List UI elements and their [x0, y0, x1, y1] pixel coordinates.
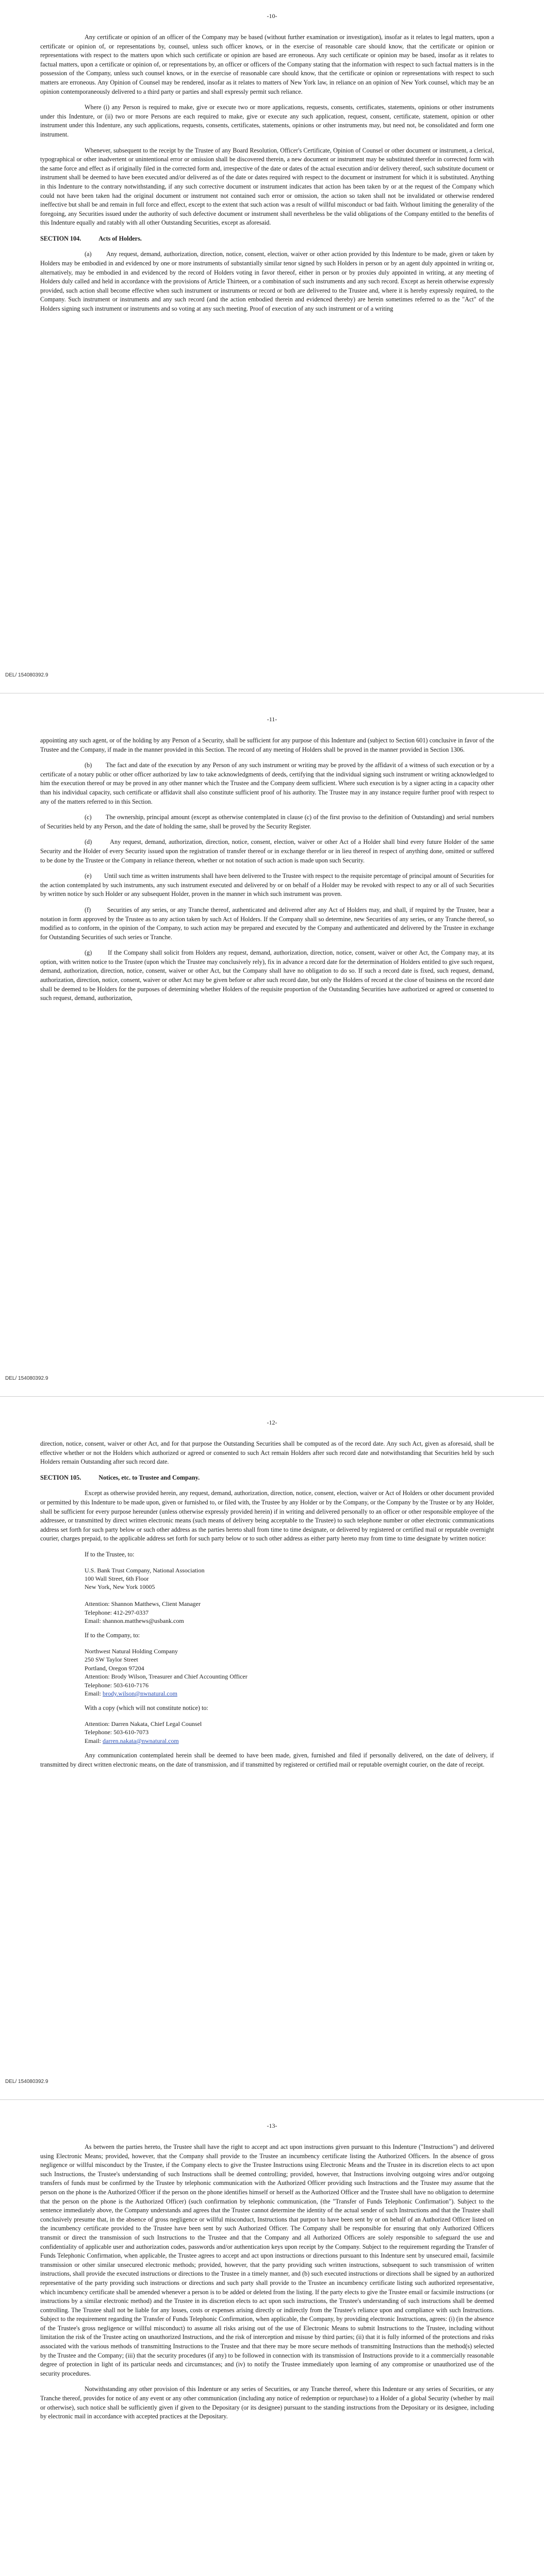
subsection-label: (g): [85, 949, 92, 957]
footer-doc-id: DEL/ 154080392.9: [5, 672, 48, 678]
address-line: 250 SW Taylor Street: [85, 1656, 138, 1664]
address-line: 100 Wall Street, 6th Floor: [85, 1574, 149, 1582]
section-title: Acts of Holders.: [98, 234, 142, 242]
subsection-b: [40, 761, 494, 806]
address-line: Attention: Shannon Matthews, Client Manager: [85, 1600, 201, 1608]
paragraph: direction, notice, consent, waiver or other Act, and for that purpose the Outstanding Securities shall be computed as of the record date. Any such Act, given as aforesaid, shall be effective whether or not the Holders which authorized or agreed or consented to such Act remain Holders after such record date and notwithstanding that Securities held by such Holders remain Outstanding after such record date.: [40, 1440, 494, 1466]
subsection-text: Any request, demand, authorization, direction, notice, consent, election, waiver or other Act of a Holder shall bind every future Holder of the same Security and the Holder of every Security issued upon the registration of transfer thereof or in exchange therefor or in lieu thereof in respect of anything done, omitted or suffered to be done by the Trustee or the Company in reliance thereon, whether or not notation of such action is made upon such Security.: [40, 838, 494, 864]
address-line: [85, 1591, 494, 1600]
address-line: Telephone: 503-610-7073: [85, 1728, 149, 1736]
address-line: Email: shannon.matthews@usbank.com: [85, 1617, 184, 1624]
subsection-text: The ownership, principal amount (except as otherwise contemplated in clause (c) of the first proviso to the definition of Outstanding) and serial numbers of Securities held by any Person, and the date of holding the same, shall be proved by the Security Register.: [40, 814, 494, 830]
page-body: [40, 736, 494, 1010]
page-number: -12-: [267, 1419, 277, 1426]
copy-email-link[interactable]: darren.nakata@nwnatural.com: [103, 1737, 179, 1744]
page-body: [40, 33, 494, 320]
section-number: SECTION 104.: [40, 234, 81, 242]
footer-doc-id: DEL/ 154080392.9: [5, 1376, 48, 1381]
footer-doc-id: DEL/ 154080392.9: [5, 2079, 48, 2084]
subsection-g: [40, 948, 494, 1003]
subsection-a: [40, 250, 494, 313]
address-line: Telephone: 412-297-0337: [85, 1608, 149, 1616]
paragraph: appointing any such agent, or of the holding by any Person of a Security, shall be sufficient for any purpose of this Indenture and (subject to Section 601) conclusive in favor of the Trustee and the Company, if made in the manner provided in this Section. The record of any meeting of Holders shall be proved in the manner provided in Section 1306.: [40, 737, 494, 753]
subsection-label: (c): [85, 814, 92, 821]
paragraph: Whenever, subsequent to the receipt by the Trustee of any Board Resolution, Officer's Certificate, Opinion of Counsel or other document or instrument, a clerical, typographical or other inadvertent or unintentional error or omission shall be discovered therein, a new document or instrument may be substituted therefor in corrected form with the same force and effect as if originally filed in the corrected form and, irrespective of the date or dates of the actual execution and/or delivery thereof, such substitute document or instrument shall be deemed to have been executed and/or delivered as of the date or dates required with respect to the document or instrument for which it is substituted. Anything in this Indenture to the contrary notwithstanding, if any such corrective document or instrument indicates that action has been taken by or at the request of the Company which could not have been taken had the original document or instrument not contained such error or omission, the action so taken shall not be invalidated or otherwise rendered ineffective but shall be and remain in full force and effect, except to the extent that such action was a result of willful misconduct or bad faith. Without limiting the generality of the foregoing, any Securities issued under the authority of such defective document or instrument shall nevertheless be the valid obligations of the Company entitled to the benefits of this Indenture equally and ratably with all other Outstanding Securities, except as aforesaid.: [40, 146, 494, 227]
copy-intro: With a copy (which will not constitute notice) to:: [85, 1704, 208, 1712]
section-heading: [40, 234, 494, 244]
email-label: Email:: [85, 1690, 101, 1697]
address-line: Attention: Darren Nakata, Chief Legal Counsel: [85, 1720, 202, 1727]
page-body: [40, 1439, 494, 1776]
page-divider: [0, 2099, 544, 2100]
copy-address: [85, 1720, 494, 1745]
email-line: [85, 1689, 494, 1698]
paragraph: Any communication contemplated herein shall be deemed to have been made, given, furnished and filed if personally delivered, on the date of delivery, if transmitted by direct written electronic means, on the date of transmission, and if transmitted by registered or certified mail or reputable overnight courier, on the date of receipt.: [40, 1752, 494, 1768]
subsection-label: (f): [85, 906, 91, 913]
page-number: -10-: [267, 12, 277, 20]
address-line: Portland, Oregon 97204: [85, 1664, 144, 1672]
subsection-label: (a): [85, 250, 92, 258]
page-body: [40, 2143, 494, 2428]
address-line: New York, New York 10005: [85, 1583, 155, 1591]
subsection-text: Until such time as written instruments shall have been delivered to the Trustee with respect to the requisite percentage of principal amount of Securities for the action contemplated by such instruments, any such instrument executed and delivered by or on behalf of a Holder may be revoked with respect to any or all of such Securities by written notice by such Holder or any subsequent Holder, proven in the manner in which such instrument was proven.: [40, 872, 494, 898]
address-line: Attention: Brody Wilson, Treasurer and Chief Accounting Officer: [85, 1673, 248, 1681]
subsection-label: (e): [85, 872, 92, 880]
page-number: -13-: [267, 2122, 277, 2129]
email-label: Email:: [85, 1737, 101, 1744]
paragraph: Where (i) any Person is required to make, give or execute two or more applications, requests, consents, certificates, statements, opinions or other instruments under this Indenture, or (ii) two or more Persons are each required to make, give or execute any such application, request, consent, certificate, statement, opinion or other instrument under this Indenture, any such applications, requests, consents, certificates, statements, opinions or other instruments may, but need not, be consolidated and form one instrument.: [40, 104, 494, 138]
address-line: U.S. Bank Trust Company, National Association: [85, 1566, 205, 1574]
section-number: SECTION 105.: [40, 1473, 81, 1481]
subsection-label: (b): [85, 761, 92, 769]
subsection-d: [40, 838, 494, 865]
page-11: [0, 703, 544, 1394]
company-email-link[interactable]: brody.wilson@nwnatural.com: [103, 1690, 177, 1697]
subsection-text: Securities of any series, or any Tranche thereof, authenticated and delivered after any Act of Holders may, and shall, if required by the Trustee, bear a notation in form approved by the Trustee as to any action taken by such Act of Holders. If the Company shall so determine, new Securities of any series, or any Tranche thereof, so modified as to conform, in the opinion of the Company, to such action may be prepared and executed by the Company and authenticated and delivered by the Trustee in exchange for Outstanding Securities of such series or Tranche.: [40, 906, 494, 941]
subsection-f: [40, 906, 494, 942]
subsection-c: [40, 813, 494, 831]
section-heading: [40, 1473, 494, 1483]
section-title: Notices, etc. to Trustee and Company.: [98, 1473, 200, 1481]
paragraph: As between the parties hereto, the Trustee shall have the right to accept and act upon instructions given pursuant to this Indenture ("Instructions") and delivered using Electronic Means; provided, however, that the Company shall provide to the Trustee an incumbency certificate listing the Authorized Officers. In the absence of gross negligence or willful misconduct by the Trustee, if the Company elects to give the Trustee Instructions using Electronic Means and the Trustee in its discretion elects to act upon such Instructions, the Trustee's understanding of such Instructions shall be deemed controlling; provided, however, that Instructions involving outgoing wires and/or outgoing transfers of funds must be confirmed by the Trustee by telephonic communication with the Authorized Officer providing such Instructions and the Trustee may assume that the person on the phone is the Authorized Officer if the person on the phone identifies himself or herself as the Authorized Officer and the Trustee shall have no obligation to determine that the person on the phone is the Authorized Officer) (such confirmation by telephonic communication, (the "Transfer of Funds Telephonic Confirmation"). Subject to the sentence immediately above, the Company understands and agrees that the Trustee cannot determine the identity of the actual sender of such Instructions and that the Trustee shall conclusively presume that, in the absence of gross negligence or willful misconduct, Instructions that purport to have been sent by or on behalf of an Authorized Officer listed on the incumbency certificate provided to the Trustee have been sent by such Authorized Officer. The Company shall be responsible for ensuring that only Authorized Officers transmit or direct the transmission of such Instructions to the Trustee and that the Company and all Authorized Officers are solely responsible to safeguard the use and confidentiality of applicable user and authorization codes, passwords and/or authentication keys upon receipt by the Company. Subject to the requirement regarding the Transfer of Funds Telephonic Confirmation, when applicable, the Trustee agrees to accept and act upon instructions or directions pursuant to this Indenture sent by unsecured email, facsimile transmission or other similar unsecured electronic methods; provided, however, that the party providing such written instructions, subsequent to such transmission of written instructions, shall provide the executed instructions or directions to the Trustee in a timely manner, and (b) such executed instructions or directions shall be signed by an authorized representative of the party providing such instructions or directions and such party shall provide to the Trustee an incumbency certificate listing such authorized representative, which incumbency certificate shall be amended whenever a person is to be added or deleted from the listing. If the party elects to give the Trustee email or facsimile instructions (or instructions by a similar electronic method) and the Trustee in its discretion elects to act upon such instructions, the Trustee's understanding of such instructions shall be deemed controlling. The Trustee shall not be liable for any losses, costs or expenses arising directly or indirectly from the Trustee's reliance upon and compliance with such Instructions. Subject to the requirement regarding the Transfer of Funds Telephonic Confirmation, when applicable, the Company, by providing electronic Instructions, agrees: (i) (in the absence of the Trustee's gross negligence or willful misconduct) to assume all risks arising out of the use of Electronic Means to submit Instructions to the Trustee, including without limitation the risk of the Trustee acting on unauthorized Instructions, and the risk of interception and misuse by third parties; (ii) that it is fully informed of the protections and risks associated with the various methods of transmitting Instructions to the Trustee and that there may be more secure methods of transmitting Instructions than the method(s) selected by the Trustee and the Company; (iii) that the security procedures (if any) to be followed in connection with its transmission of Instructions provide to it a commercially reasonable degree of protection in light of its particular needs and circumstances; and (iv) to notify the Trustee immediately upon learning of any compromise or unauthorized use of the security procedures.: [40, 2143, 494, 2377]
email-line: [85, 1737, 494, 1745]
subsection-label: (d): [85, 838, 92, 846]
address-line: Northwest Natural Holding Company: [85, 1647, 178, 1655]
subsection-e: [40, 872, 494, 899]
paragraph: Except as otherwise provided herein, any request, demand, authorization, direction, notice, consent, election, waiver or Act of Holders or other document provided or permitted by this Indenture to be made upon, given or furnished to, or filed with, the Trustee by any Holder or by the Company, or the Company by the Trustee or by any Holder, shall be sufficient for every purpose hereunder (unless otherwise expressly provided herein) if in writing and delivered personally to an officer or other responsible employee of the addressee, or transmitted by direct written electronic means (such means of delivery being acceptable to the Trustee) to such telephone number or other electronic communications address set forth for such party below or such other address as the parties hereto shall from time to time designate, or delivered by registered or certified mail or reputable overnight courier, charges prepaid, to the applicable address set forth for such party below or to such other address as either party hereto may from time to time designate by written notice:: [40, 1489, 494, 1543]
page-number: -11-: [267, 716, 277, 723]
company-address: [85, 1647, 494, 1698]
page-10: [0, 0, 544, 690]
company-intro: If to the Company, to:: [85, 1632, 140, 1639]
trustee-address: [85, 1566, 494, 1625]
subsection-text: If the Company shall solicit from Holders any request, demand, authorization, direction, notice, consent, waiver or other Act, the Company may, at its option, with written notice to the Trustee (upon which the Trustee may conclusively rely), fix in advance a record date for the determination of Holders entitled to give such request, demand, authorization, direction, notice, consent, waiver or other Act, but the Company shall have no obligation to do so. If such a record date is fixed, such request, demand, authorization, direction, notice, consent, waiver or other Act may be given before or after such record date, but only the Holders of record at the close of business on the record date shall be deemed to be Holders for the purposes of determining whether Holders of the requisite proportion of the Outstanding Securities have authorized or agreed or consented to such request, demand, authorization,: [40, 949, 494, 1002]
paragraph: Notwithstanding any other provision of this Indenture or any series of Securities, or any Tranche thereof, where this Indenture or any series of Securities, or any Tranche thereof, provides for notice of any event or any other communication (including any notice of redemption or repurchase) to a Holder of a global Security (whether by mail or otherwise), such notice shall be sufficiently given if given to the Depositary (or its designee) pursuant to the standing instructions from the Depositary or its designee, including by electronic mail in accordance with accepted practices at the Depositary.: [40, 2385, 494, 2420]
subsection-text: The fact and date of the execution by any Person of any such instrument or writing may be proved by the affidavit of a witness of such execution or by a certificate of a notary public or other officer authorized by law to take acknowledgments of deeds, certifying that the individual signing such instrument or writing acknowledged to him the execution thereof or may be proved in any other manner which the Trustee and the Company deem sufficient. Where such execution is by a signer acting in a capacity other than his individual capacity, such certificate or affidavit shall also constitute sufficient proof of his authority. The Trustee may in any instance require further proof with respect to any of the matters referred to in this Section.: [40, 761, 494, 805]
paragraph: Any certificate or opinion of an officer of the Company may be based (without further examination or investigation), insofar as it relates to legal matters, upon a certificate or opinion of, or representations by, counsel, unless such officer knows, or in the exercise of reasonable care should know, that the certificate or opinion or representations with respect to the matters upon which such certificate or opinion are based are erroneous. Any such certificate or opinion may be based, insofar as it relates to factual matters, upon a certificate or opinion of, or representations by, an officer or officers of the Company stating that the information with respect to such factual matters is in the possession of the Company, unless such counsel knows, or in the exercise of reasonable care should know, that the certificate or opinion or representations with respect to such matters are erroneous. Any Opinion of Counsel may be rendered, insofar as it relates to matters of New York law, in reliance on an opinion of New York counsel, which may be an opinion contemporaneously delivered to a third party or parties and shall expressly permit such reliance.: [40, 33, 494, 95]
page-divider: [0, 1396, 544, 1397]
page-13: [0, 2110, 544, 2576]
address-line: Telephone: 503-610-7176: [85, 1681, 149, 1689]
page-12: [0, 1406, 544, 2097]
subsection-text: Any request, demand, authorization, direction, notice, consent, election, waiver or other action provided by this Indenture to be made, given or taken by Holders may be embodied in and evidenced by one or more instruments of substantially similar tenor signed by such Holders in person or by an agent duly appointed in writing or, alternatively, may be embodied in and evidenced by the record of Holders voting in favor thereof, either in person or by proxies duly appointed in writing, at any meeting of Holders duly called and held in accordance with the provisions of Article Thirteen, or a combination of such instruments and any such record. Except as herein otherwise expressly provided, such action shall become effective when such instrument or instruments or record or both are delivered to the Trustee and, where it is hereby expressly required, to the Company. Such instrument or instruments and any such record (and the action embodied therein and evidenced thereby) are herein sometimes referred to as the "Act" of the Holders signing such instrument or instruments and so voting at any such meeting. Proof of execution of any such instrument or of a writing: [40, 250, 494, 313]
trustee-intro: If to the Trustee, to:: [85, 1550, 135, 1558]
